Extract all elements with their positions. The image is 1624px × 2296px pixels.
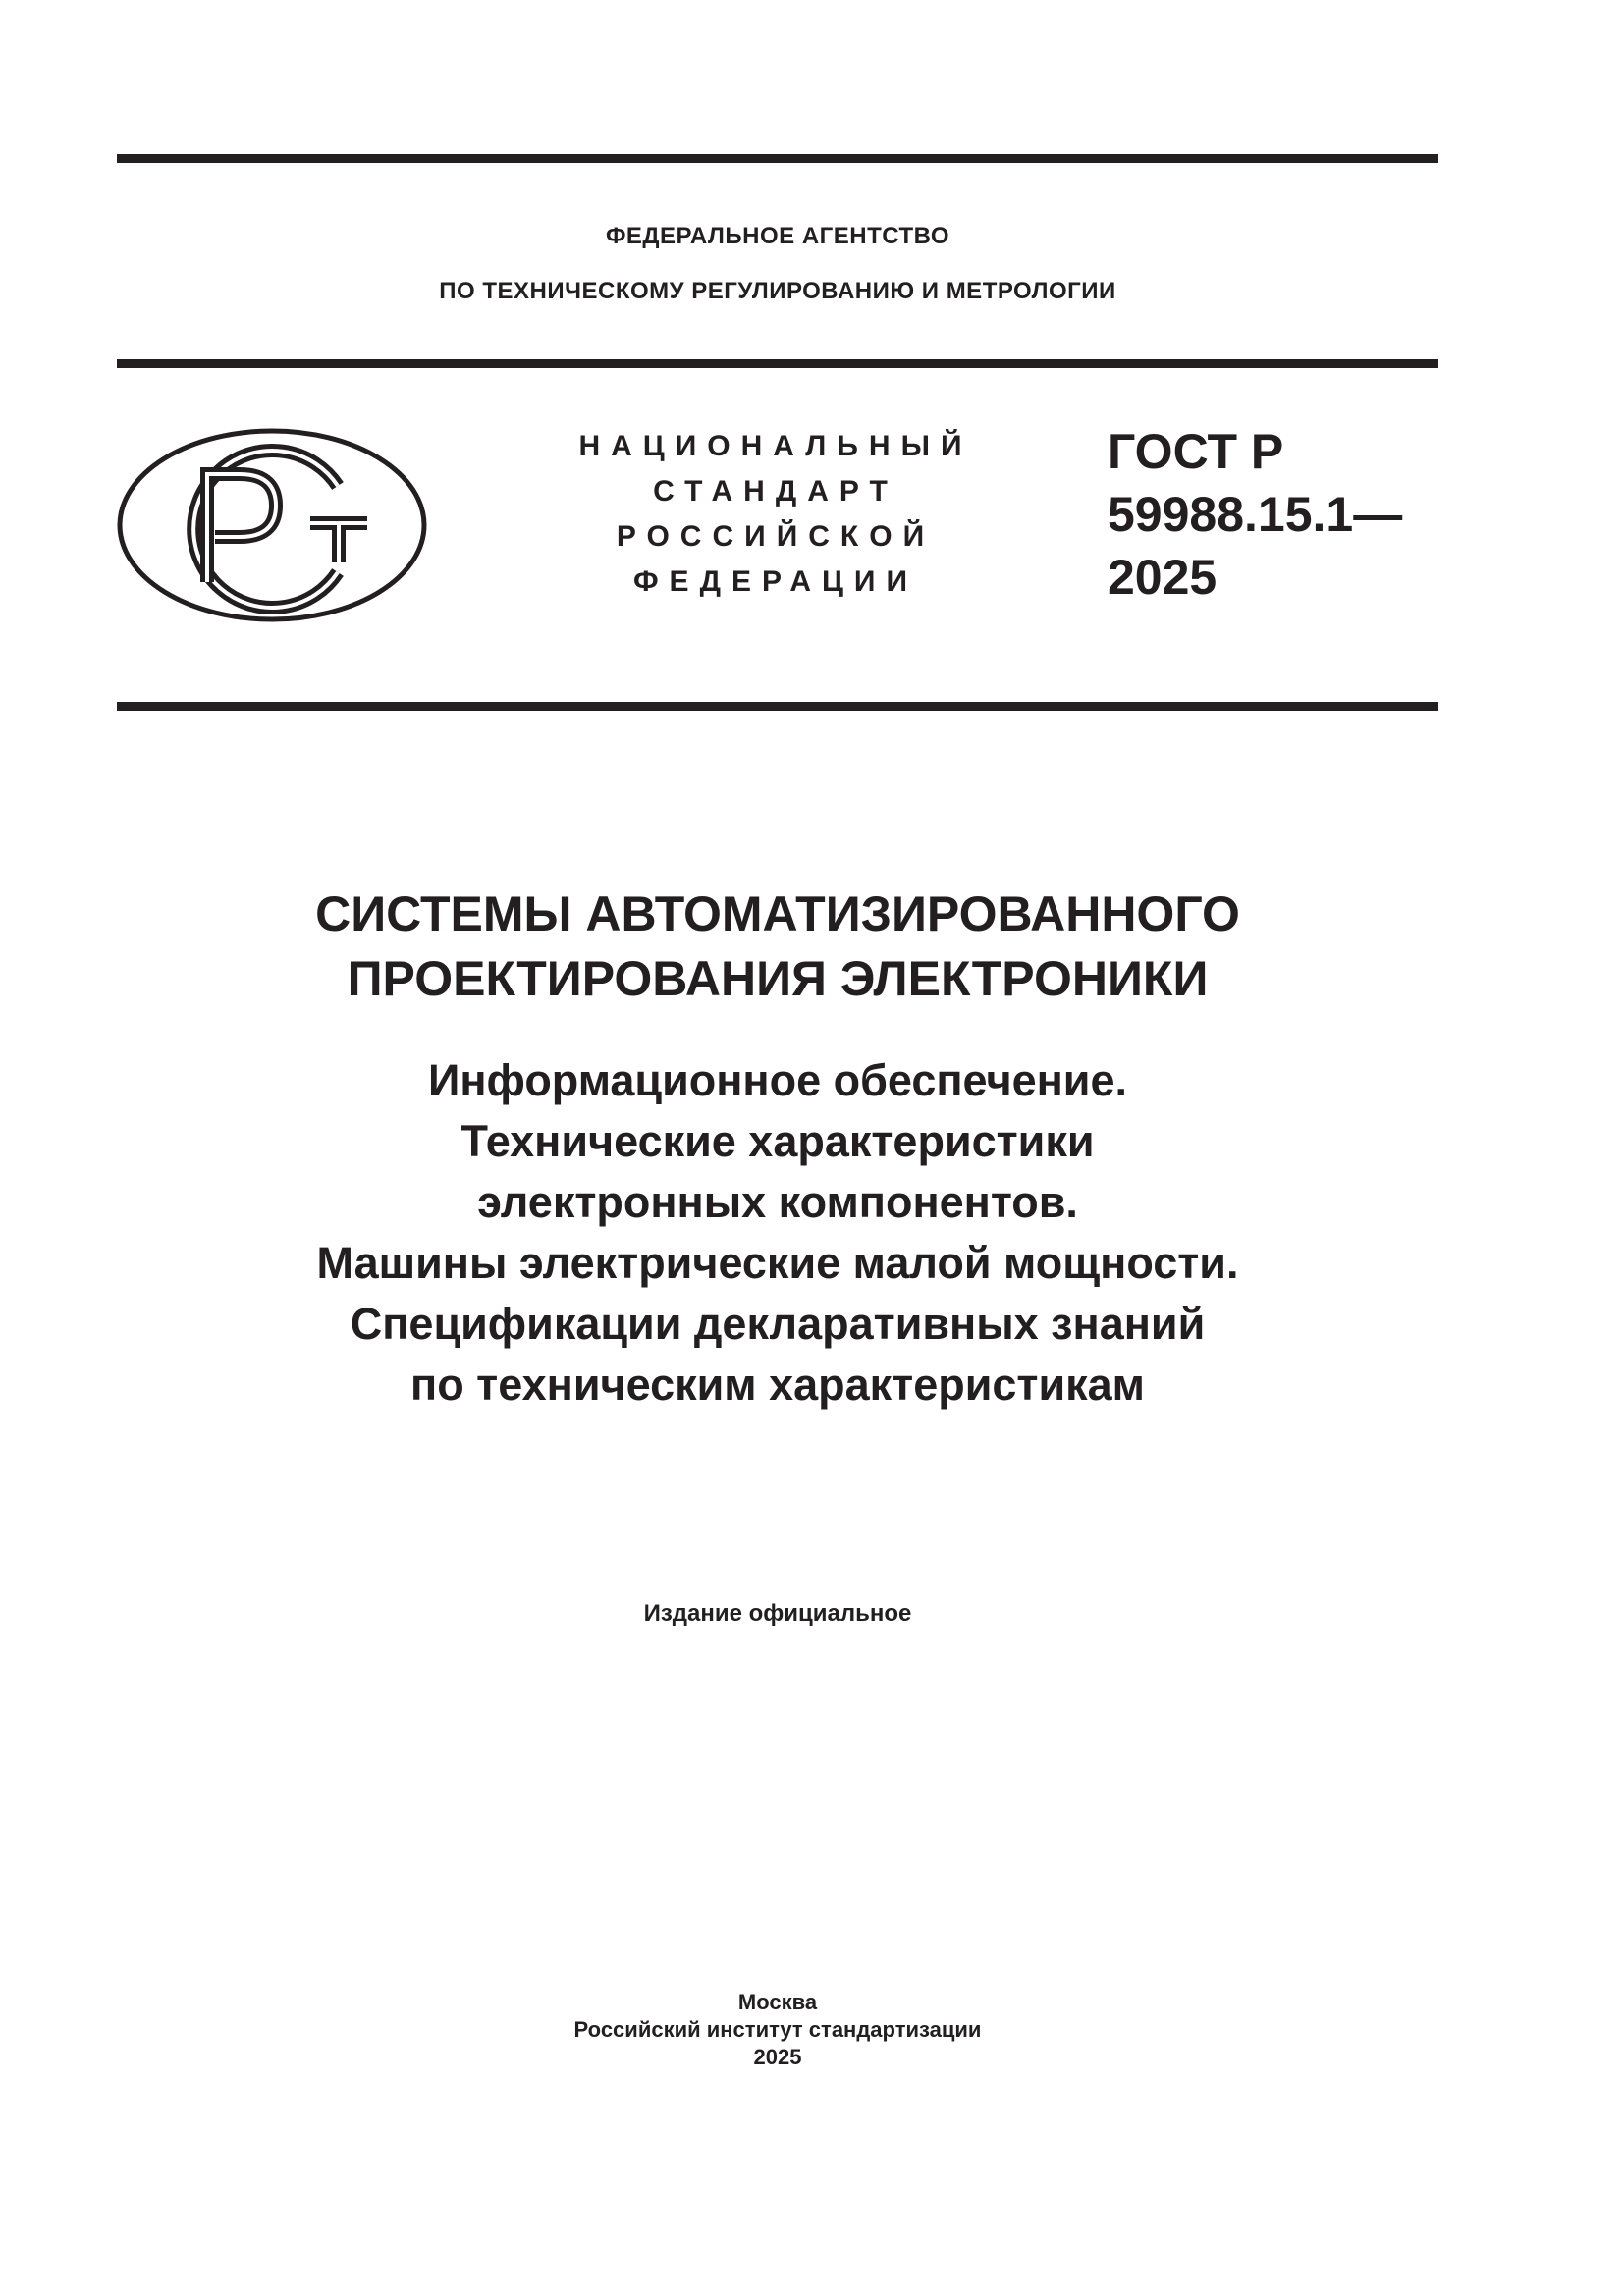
standard-designation <box>1108 420 1402 609</box>
designation-line: ГОСТ Р <box>1108 424 1284 479</box>
designation-line: 2025 <box>1108 550 1218 605</box>
document-subtitle <box>0 1050 1555 1415</box>
national-standard-line: НАЦИОНАЛЬНЫЙ <box>578 430 973 462</box>
subtitle-line: Информационное обеспечение. <box>428 1055 1127 1105</box>
title-line: ПРОЕКТИРОВАНИЯ ЭЛЕКТРОНИКИ <box>347 951 1209 1006</box>
national-standard-line: СТАНДАРТ <box>653 475 898 507</box>
designation-line: 59988.15.1— <box>1108 487 1403 542</box>
national-standard-label <box>550 424 1001 605</box>
document-title <box>0 881 1555 1011</box>
subtitle-line: Машины электрические малой мощности. <box>316 1238 1239 1288</box>
edition-label: Издание официальное <box>643 1600 912 1627</box>
header-rule <box>117 359 1438 368</box>
national-standard-line: РОССИЙСКОЙ <box>616 520 936 553</box>
title-line: СИСТЕМЫ АВТОМАТИЗИРОВАННОГО <box>315 886 1240 941</box>
subtitle-line: Технические характеристики <box>460 1116 1095 1166</box>
subtitle-line: Спецификации декларативных знаний <box>350 1299 1206 1349</box>
imprint <box>0 1989 1555 2071</box>
agency-line-2: ПО ТЕХНИЧЕСКОМУ РЕГУЛИРОВАНИЮ И МЕТРОЛОГИИ <box>439 278 1116 304</box>
subtitle-line: по техническим характеристикам <box>410 1360 1145 1410</box>
national-standard-line: ФЕДЕРАЦИИ <box>632 565 919 598</box>
agency-line-1: ФЕДЕРАЛЬНОЕ АГЕНТСТВО <box>605 223 950 249</box>
imprint-city: Москва <box>737 1990 818 2014</box>
rst-logo <box>114 425 430 625</box>
imprint-year: 2025 <box>753 2045 802 2069</box>
subtitle-line: электронных компонентов. <box>477 1177 1078 1227</box>
top-rule <box>117 154 1438 163</box>
imprint-publisher: Российский институт стандартизации <box>573 2017 982 2042</box>
bottom-header-rule <box>117 702 1438 711</box>
